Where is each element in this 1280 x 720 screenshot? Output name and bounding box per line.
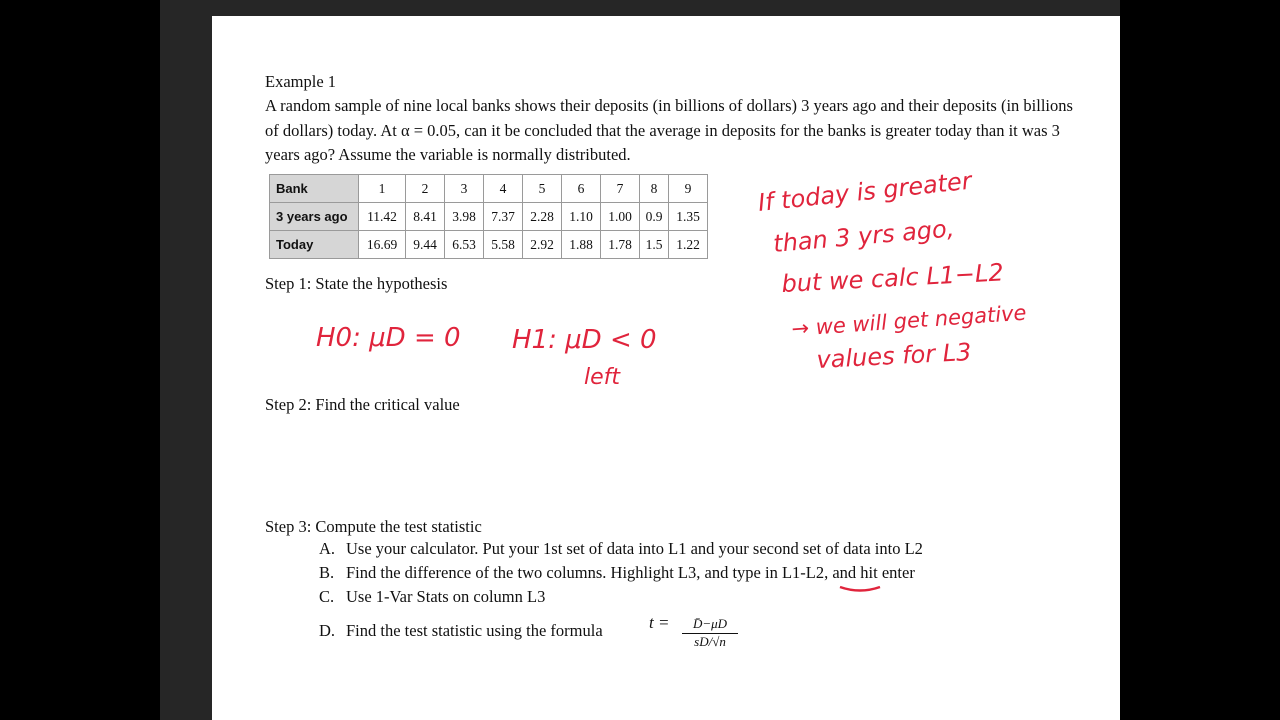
table-cell: 0.9 [640,203,669,231]
step2-heading: Step 2: Find the critical value [265,395,460,414]
formula-numerator: D̄−μD [682,616,738,634]
table-cell: 1.5 [640,231,669,259]
formula-fraction [682,616,738,650]
side-note-line: If today is greater [756,166,973,217]
side-note-line: than 3 yrs ago, [772,214,956,258]
table-cell: 1.10 [562,203,601,231]
left-letterbox [0,0,160,720]
null-hypothesis-ink: H0: μD = 0 [316,323,461,353]
table-row [270,175,708,203]
list-item [319,621,603,641]
table-header-cell: Today [270,231,359,259]
table-cell: 1.78 [601,231,640,259]
table-cell: 5.58 [484,231,523,259]
table-cell: 3 [445,175,484,203]
table-cell: 4 [484,175,523,203]
table-cell: 7 [601,175,640,203]
alt-hypothesis-ink: H1: μD < 0 [512,325,657,355]
table-cell: 1.22 [669,231,708,259]
problem-text-body: A random sample of nine local banks shows their deposits (in billions of dollars) 3 years ago and their deposits (in billions of dollars) today. At α = 0.05, can it be concluded that the average in deposits for the banks is greater today than it was 3 years ago? Assume the variable is normally distributed. [265,96,1073,164]
list-text: Use 1-Var Stats on column L3 [346,587,546,606]
table-cell: 1.00 [601,203,640,231]
table-cell: 1.35 [669,203,708,231]
table-cell: 6.53 [445,231,484,259]
table-cell: 2.92 [523,231,562,259]
table-cell: 9 [669,175,708,203]
step1-heading: Step 1: State the hypothesis [265,274,448,293]
list-item [319,539,923,559]
list-text: Find the test statistic using the formula [346,621,603,640]
table-cell: 2.28 [523,203,562,231]
table-cell: 1 [359,175,406,203]
list-letter: A. [319,539,336,558]
deposits-table [269,174,708,259]
document-page [212,16,1120,720]
table-cell: 9.44 [406,231,445,259]
list-letter: B. [319,563,335,582]
list-text: Find the difference of the two columns. Highlight L3, and type in L1-L2, and hit enter [346,563,915,582]
table-cell: 5 [523,175,562,203]
list-item [319,587,545,607]
underline-ink [840,587,880,591]
table-cell: 8 [640,175,669,203]
table-cell: 1.88 [562,231,601,259]
table-cell: 6 [562,175,601,203]
table-header-cell: 3 years ago [270,203,359,231]
side-note-line: but we calc L1−L2 [780,258,1005,298]
table-row [270,203,708,231]
table-cell: 11.42 [359,203,406,231]
formula-denominator: sD/√n [694,634,726,649]
table-cell: 3.98 [445,203,484,231]
left-tail-ink: left [584,365,621,390]
formula-lhs: t = [649,613,670,632]
list-item [319,563,915,583]
problem-text [265,94,1085,168]
table-row [270,231,708,259]
list-letter: D. [319,621,336,640]
step3-heading: Step 3: Compute the test statistic [265,517,482,536]
side-note-line: → we will get negative [790,300,1028,341]
example-title: Example 1 [265,72,337,91]
list-text: Use your calculator. Put your 1st set of data into L1 and your second set of data into L2 [346,539,923,558]
table-cell: 7.37 [484,203,523,231]
table-header-cell: Bank [270,175,359,203]
list-letter: C. [319,587,335,606]
table-cell: 2 [406,175,445,203]
side-note-line: values for L3 [815,337,973,374]
table-cell: 8.41 [406,203,445,231]
right-letterbox [1120,0,1280,720]
table-cell: 16.69 [359,231,406,259]
